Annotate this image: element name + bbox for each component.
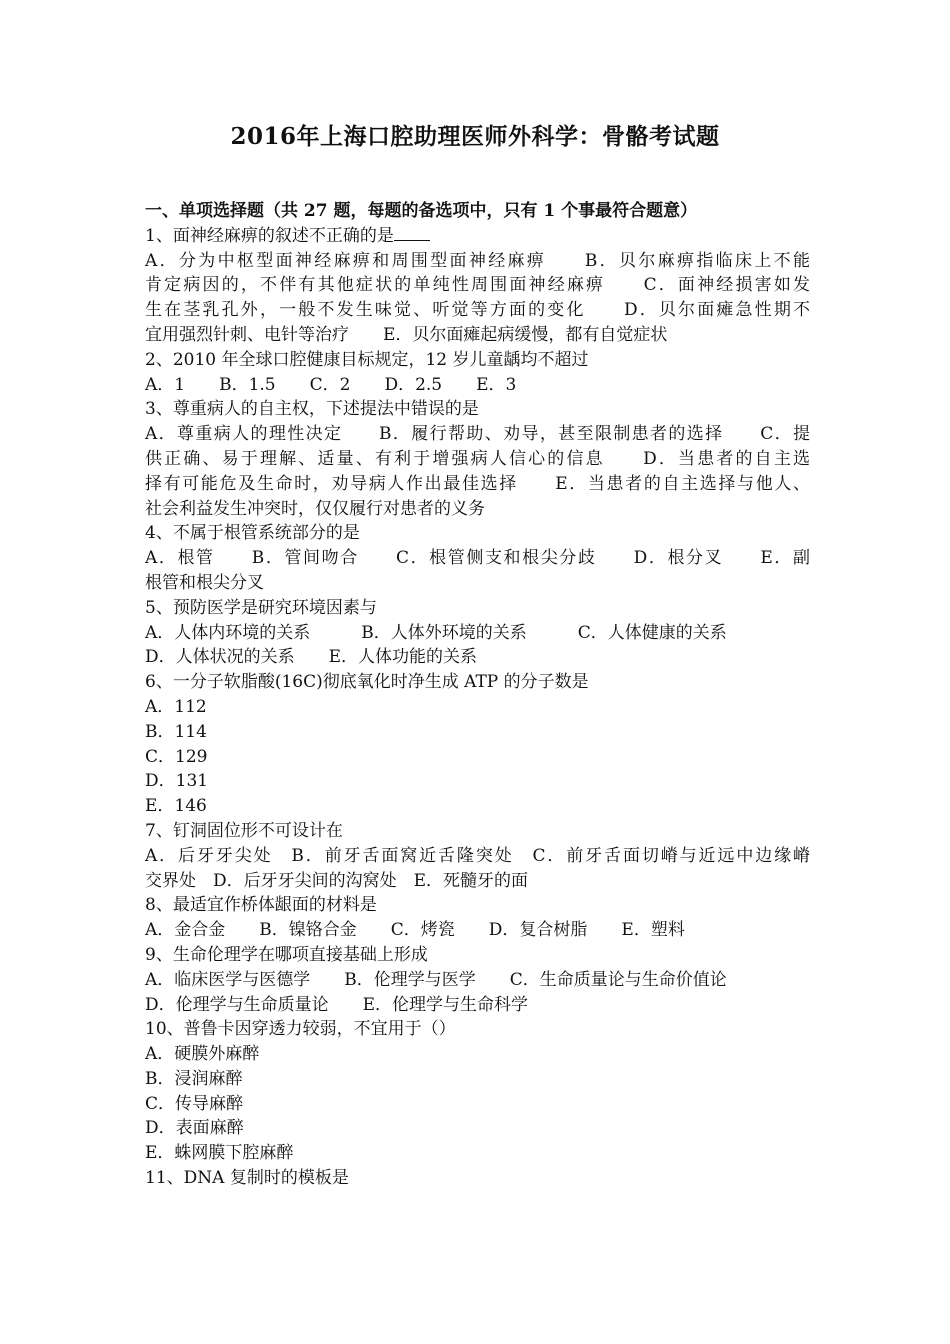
text-line: A．根管 B．管间吻合 C．根管侧支和根尖分歧 D．根分叉 E．副 [145,548,810,569]
text-line: B．浸润麻醉 [145,1068,243,1089]
text-line: 4、不属于根管系统部分的是 [145,523,360,544]
text-line: A．112 [145,696,207,717]
text-line: 10、普鲁卡因穿透力较弱，不宜用于（） [145,1019,456,1040]
text-line: A．1 B．1.5 C．2 D．2.5 E．3 [145,374,517,395]
text-line: 交界处 D．后牙牙尖间的沟窝处 E．死髓牙的面 [145,870,529,891]
text-line: A．人体内环境的关系 B．人体外环境的关系 C．人体健康的关系 [145,622,727,643]
text-line: 生在茎乳孔外，一般不发生味觉、听觉等方面的变化 D．贝尔面瘫急性期不 [145,300,810,321]
text-line: A．分为中枢型面神经麻痹和周围型面神经麻痹 B．贝尔麻痹指临床上不能 [145,250,810,271]
section-heading: 一、单项选择题（共 27 题，每题的备选项中，只有 1 个事最符合题意） [145,201,698,221]
text-line: 7、钉洞固位形不可设计在 [145,820,343,841]
text-line: 2、2010 年全球口腔健康目标规定，12 岁儿童龋均不超过 [145,349,589,370]
text-line: 择有可能危及生命时，劝导病人作出最佳选择 E．当患者的自主选择与他人、 [145,473,810,494]
text-line: 5、预防医学是研究环境因素与 [145,597,377,618]
text-line: 9、生命伦理学在哪项直接基础上形成 [145,944,428,965]
text-line: C．传导麻醉 [145,1093,244,1114]
text-line: D．131 [145,771,209,792]
text-line: A．尊重病人的理性决定 B．履行帮助、劝导，甚至限制患者的选择 C．提 [145,424,810,445]
text-line: 3、尊重病人的自主权，下述提法中错误的是 [145,399,479,420]
text-line: C．129 [145,746,208,767]
text-line: A．临床医学与医德学 B．伦理学与医学 C．生命质量论与生命价值论 [145,969,727,990]
text-line: 6、一分子软脂酸(16C)彻底氧化时净生成 ATP 的分子数是 [145,672,589,693]
text-line: 11、DNA 复制时的模板是 [145,1168,349,1189]
text-line: D．表面麻醉 [145,1118,244,1139]
question-text: 1、面神经麻痹的叙述不正确的是 [145,225,394,246]
text-line: A．硬膜外麻醉 [145,1044,260,1065]
text-line: 8、最适宜作桥体龈面的材料是 [145,895,377,916]
text-line: 宜用强烈针刺、电针等治疗 E．贝尔面瘫起病缓慢，都有自觉症状 [145,324,668,345]
text-line: E．146 [145,796,207,817]
text-line: 根管和根尖分叉 [145,572,264,593]
text-line: 社会利益发生冲突时，仅仅履行对患者的义务 [145,498,485,519]
text-line: B．114 [145,721,207,742]
text-line: D．人体状况的关系 E．人体功能的关系 [145,647,478,668]
text-line: E．蛛网膜下腔麻醉 [145,1143,294,1164]
document-body [145,199,810,1191]
text-line: 供正确、易于理解、适量、有利于增强病人信心的信息 D．当患者的自主选 [145,448,810,469]
text-line: A．后牙牙尖处 B．前牙舌面窝近舌隆突处 C．前牙舌面切嵴与近远中边缘嵴 [145,845,810,866]
document-title: 2016年上海口腔助理医师外科学：骨骼考试题 [230,123,720,150]
text-line: A．金合金 B．镍铬合金 C．烤瓷 D．复合树脂 E．塑料 [145,920,685,941]
answer-blank [394,224,430,241]
text-line: D．伦理学与生命质量论 E．伦理学与生命科学 [145,994,529,1015]
question-1-stem [145,224,810,249]
text-line: 肯定病因的，不伴有其他症状的单纯性周围面神经麻痹 C．面神经损害如发 [145,275,810,296]
